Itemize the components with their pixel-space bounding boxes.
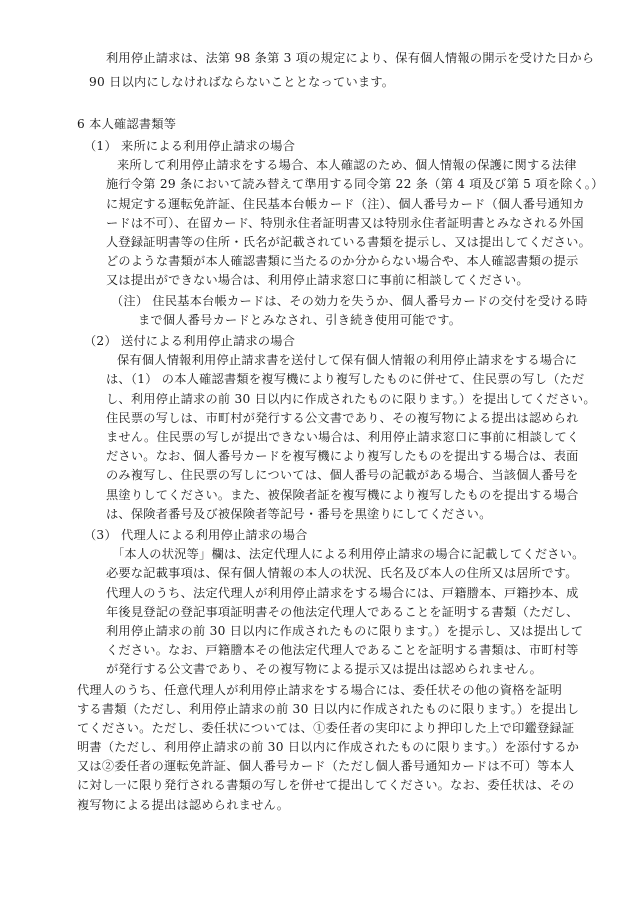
sub3-line-5: 利用停止請求の前 30 日以内に作成されたものに限ります。）を提示し、又は提出して — [106, 624, 584, 638]
sub1-note-line-2: まで個人番号カードとみなされ、引き続き使用可能です。 — [138, 313, 462, 327]
sub1-line-1: 来所して利用停止請求をする場合、本人確認のため、個人情報の保護に関する法律 — [117, 158, 577, 172]
continuation-line-6: に対し一に限り発行される書類の写しを併せて提出してください。なお、委任状は、その — [77, 778, 575, 792]
sub2-line-3: し、利用停止請求の前 30 日以内に作成されたものに限ります。）を提出してください。 — [106, 392, 596, 406]
sub1-line-3: に規定する運転免許証、住民基本台帳カード（注）、個人番号カード（個人番号通知カ — [106, 197, 585, 211]
sub2-line-7: のみ複写し、住民票の写しについては、個人番号の記載がある場合、当該個人番号を — [106, 468, 579, 482]
sub2-line-5: ません。住民票の写しが提出できない場合は、利用停止請求窓口に事前に相談してく — [106, 430, 580, 444]
subsection-heading-1: （1） 来所による利用停止請求の場合 — [84, 139, 296, 153]
subsection-heading-2: （2） 送付による利用停止請求の場合 — [84, 334, 296, 348]
continuation-line-7: 複写物による提出は認められません。 — [77, 798, 290, 812]
sub3-line-3: 代理人のうち、法定代理人が利用停止請求をする場合には、戸籍謄本、戸籍抄本、成 — [106, 586, 579, 600]
sub1-line-6: どのような書類が本人確認書類に当たるのか分からない場合や、本人確認書類の提示 — [106, 254, 579, 268]
sub1-line-7: 又は提出ができない場合は、利用停止請求窓口に事前に相談してください。 — [106, 273, 529, 287]
sub3-line-4: 年後見登記の登記事項証明書その他法定代理人であることを証明する書類（ただし、 — [106, 605, 579, 619]
sub1-line-5: 人登録証明書等の住所・氏名が記載されている書類を提示し、又は提出してください。 — [106, 235, 592, 249]
sub1-line-4: ードは不可）、在留カード、特別永住者証明書又は特別永住者証明書とみなされる外国 — [106, 216, 584, 230]
section-heading: 6 本人確認書類等 — [77, 117, 177, 131]
sub3-line-1: 「本人の状況等」欄は、法定代理人による利用停止請求の場合に記載してください。 — [112, 547, 585, 561]
sub2-line-1: 保有個人情報利用停止請求書を送付して保有個人情報の利用停止請求をする場合に — [117, 353, 578, 367]
sub2-line-4: 住民票の写しは、市町村が発行する公文書であり、その複写物による提出は認められ — [106, 411, 579, 425]
sub2-line-9: は、保険者番号及び被保険者等記号・番号を黒塗りにしてください。 — [106, 507, 492, 521]
sub3-line-7: が発行する公文書であり、その複写物による提示又は提出は認められません。 — [106, 662, 543, 676]
sub1-line-2: 施行令第 29 条において読み替えて準用する同令第 22 条（第 4 項及び第 5 項を除く。） — [106, 177, 604, 191]
continuation-line-1: 代理人のうち、任意代理人が利用停止請求をする場合には、委任状その他の資格を証明 — [77, 683, 563, 697]
intro-line-2: 90 日以内にしなければならないこととなっています。 — [89, 75, 395, 89]
intro-line-1: 利用停止請求は、法第 98 条第 3 項の規定により、保有個人情報の開示を受けた日から — [106, 51, 595, 65]
subsection-heading-3: （3） 代理人による利用停止請求の場合 — [84, 528, 308, 542]
continuation-line-5: 又は②委任者の運転免許証、個人番号カード（ただし個人番号通知カードは不可）等本人 — [77, 759, 575, 773]
continuation-line-4: 明書（ただし、利用停止請求の前 30 日以内に作成されたものに限ります。）を添付するか — [77, 740, 580, 754]
sub1-note-line-1: （注） 住民基本台帳カードは、その効力を失うか、個人番号カードの交付を受ける時 — [111, 294, 588, 308]
sub3-line-6: ください。なお、戸籍謄本その他法定代理人であることを証明する書類は、市町村等 — [106, 643, 579, 657]
sub2-line-8: 黒塗りしてください。また、被保険者証を複写機により複写したものを提出する場合 — [106, 488, 579, 502]
sub2-line-6: ださい。なお、個人番号カードを複写機により複写したものを提出する場合は、表面 — [106, 449, 579, 463]
sub2-line-2: は、（1） の本人確認書類を複写機により複写したものに併せて、住民票の写し（ただ — [106, 372, 585, 386]
sub3-line-2: 必要な記載事項は、保有個人情報の本人の状況、氏名及び本人の住所又は居所です。 — [106, 566, 578, 580]
continuation-line-3: てください。ただし、委任状については、①委任者の実印により押印した上で印鑑登録証 — [77, 721, 575, 735]
continuation-line-2: する書類（ただし、利用停止請求の前 30 日以内に作成されたものに限ります。）を提出し — [77, 702, 580, 716]
